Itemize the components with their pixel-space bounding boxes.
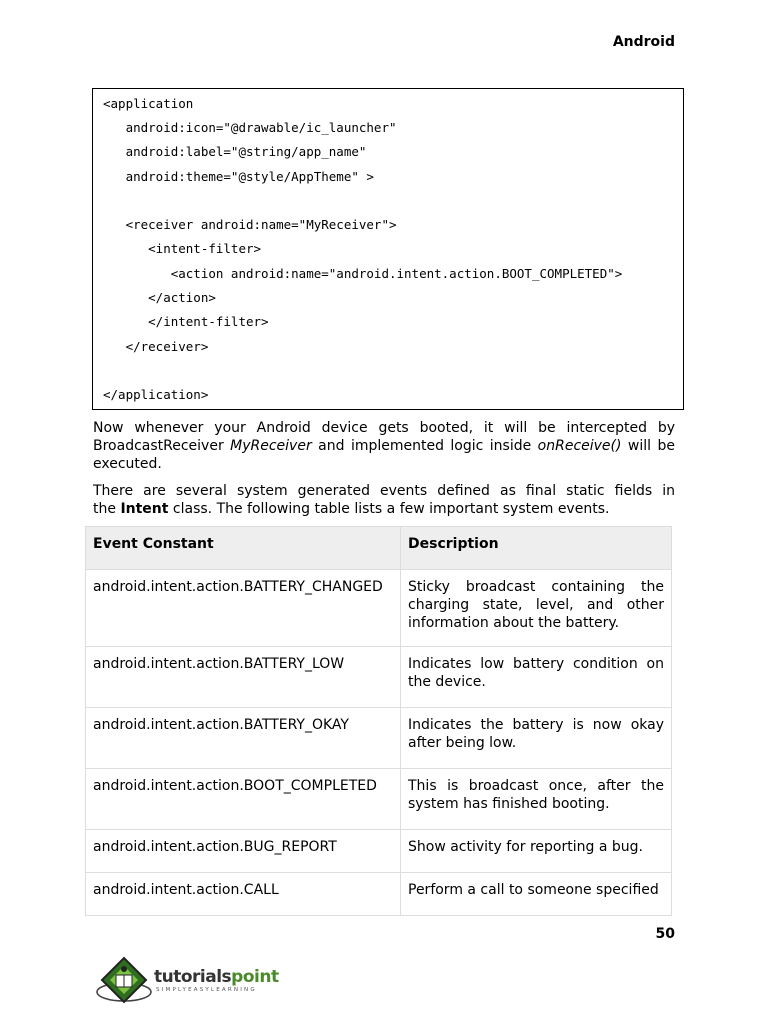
tutorialspoint-logo (96, 954, 306, 1006)
system-events-table (85, 526, 672, 916)
paragraph-line: executed. (93, 456, 162, 472)
code-line: android:theme="@style/AppTheme" > (103, 169, 374, 184)
event-constant-cell: android.intent.action.BATTERY_OKAY (86, 708, 401, 769)
event-constant-cell: android.intent.action.BUG_REPORT (86, 830, 401, 873)
header-event-constant: Event Constant (86, 527, 401, 570)
paragraph-line: the Intent class. The following table lists a few important system events. (93, 501, 610, 517)
description-cell: Indicates low battery condition on the device. (401, 647, 672, 708)
table-row (86, 708, 672, 769)
code-line: </intent-filter> (103, 314, 269, 329)
table-row (86, 570, 672, 647)
paragraph-line: Now whenever your Android device gets booted, it will be intercepted by (93, 420, 675, 436)
table-header-row (86, 527, 672, 570)
logo-emblem-icon (96, 954, 152, 1006)
code-line: android:label="@string/app_name" (103, 144, 367, 159)
event-constant-cell: android.intent.action.BATTERY_CHANGED (86, 570, 401, 647)
code-line: <intent-filter> (103, 241, 262, 256)
code-line: </application> (103, 387, 209, 402)
receiver-name: MyReceiver (230, 438, 312, 454)
description-cell: Indicates the battery is now okay after being low. (401, 708, 672, 769)
paragraph-boot-intercept (93, 419, 675, 473)
logo-wordmark: tutorialspoint (154, 967, 279, 987)
table-row (86, 830, 672, 873)
event-constant-cell: android.intent.action.BOOT_COMPLETED (86, 769, 401, 830)
logo-tagline: SIMPLYEASYLEARNING (156, 987, 257, 993)
table-row (86, 647, 672, 708)
event-constant-cell: android.intent.action.BATTERY_LOW (86, 647, 401, 708)
event-constant-cell: android.intent.action.CALL (86, 873, 401, 916)
table-row (86, 873, 672, 916)
code-line: </receiver> (103, 339, 209, 354)
description-cell: Perform a call to someone specified (401, 873, 672, 916)
page-number: 50 (655, 926, 675, 942)
paragraph-line: BroadcastReceiver MyReceiver and implemented logic inside onReceive() will be (93, 438, 675, 454)
code-line: <action android:name="android.intent.action.BOOT_COMPLETED"> (103, 266, 623, 281)
code-line: <application (103, 96, 194, 111)
paragraph-system-events (93, 482, 675, 518)
header-description: Description (401, 527, 672, 570)
description-cell: This is broadcast once, after the system has finished booting. (401, 769, 672, 830)
description-cell: Sticky broadcast containing the charging state, level, and other information about the battery. (401, 570, 672, 647)
code-line: android:icon="@drawable/ic_launcher" (103, 120, 397, 135)
method-name: onReceive() (537, 438, 622, 454)
code-block (92, 88, 684, 410)
code-line: </action> (103, 290, 216, 305)
intent-class-name: Intent (120, 501, 169, 517)
code-line: <receiver android:name="MyReceiver"> (103, 217, 397, 232)
table-row (86, 769, 672, 830)
description-cell: Show activity for reporting a bug. (401, 830, 672, 873)
paragraph-line: There are several system generated events defined as final static fields in (93, 483, 675, 499)
page-header-title: Android (612, 34, 675, 50)
